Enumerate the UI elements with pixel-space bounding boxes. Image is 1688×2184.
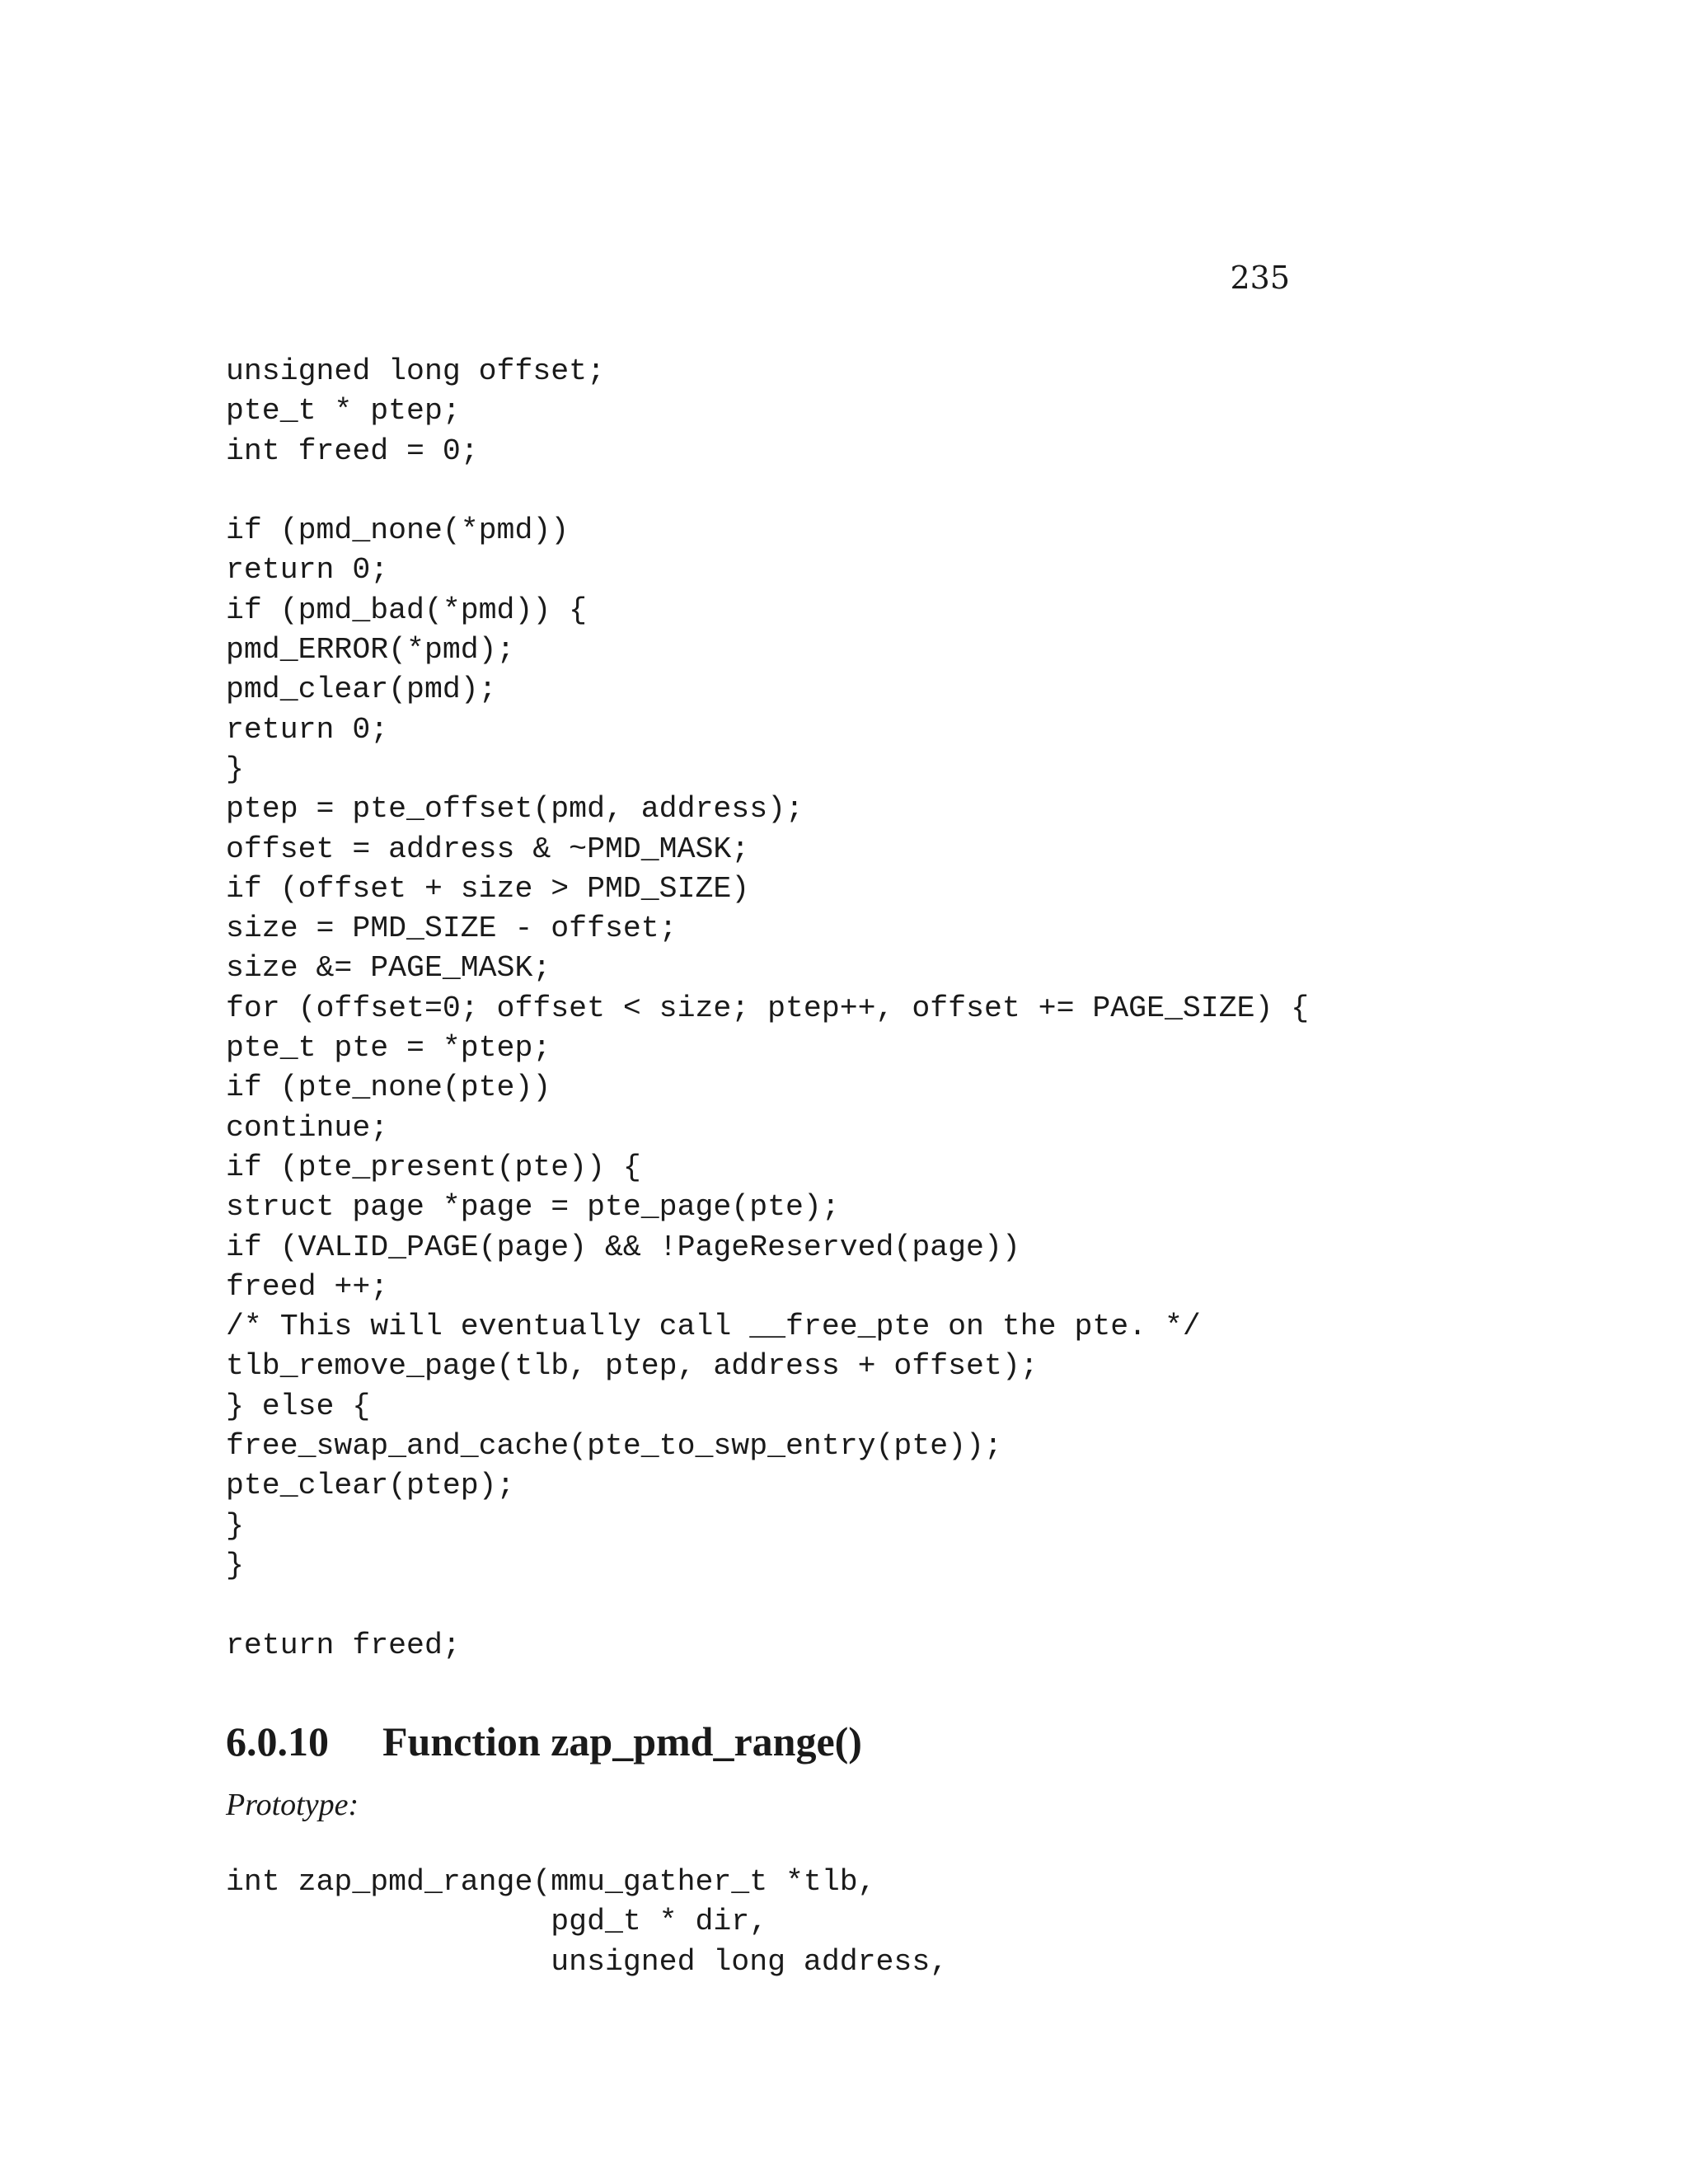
section-title: Function zap_pmd_range()	[382, 1718, 862, 1765]
code-line: pgd_t * dir,	[226, 1905, 768, 1939]
code-line: if (pte_none(pte))	[226, 1071, 551, 1105]
code-line: pmd_ERROR(*pmd);	[226, 633, 515, 668]
code-line: return 0;	[226, 712, 389, 747]
code-line: for (offset=0; offset < size; ptep++, offset += PAGE_SIZE) {	[226, 991, 1310, 1025]
code-line: if (offset + size > PMD_SIZE)	[226, 871, 750, 906]
prototype-code	[226, 1863, 948, 1982]
code-line: offset = address & ~PMD_MASK;	[226, 832, 750, 866]
code-line: }	[226, 1508, 244, 1543]
code-line: tlb_remove_page(tlb, ptep, address + offset);	[226, 1349, 1039, 1384]
code-line: pte_t * ptep;	[226, 394, 461, 429]
code-line: unsigned long address,	[226, 1944, 949, 1979]
code-line: pmd_clear(pmd);	[226, 673, 497, 707]
section-number: 6.0.10	[226, 1718, 329, 1765]
code-line: int freed = 0;	[226, 434, 479, 468]
code-line: freed ++;	[226, 1269, 389, 1304]
code-line: struct page *page = pte_page(pte);	[226, 1190, 840, 1225]
code-line: unsigned long offset;	[226, 354, 605, 388]
prototype-label: Prototype:	[226, 1788, 359, 1822]
code-line	[226, 1586, 1309, 1625]
code-line: size &= PAGE_MASK;	[226, 951, 551, 986]
page-number: 235	[1230, 260, 1290, 296]
code-line: if (VALID_PAGE(page) && !PageReserved(page))	[226, 1230, 1020, 1264]
code-line: pte_t pte = *ptep;	[226, 1031, 551, 1066]
code-listing	[226, 352, 1309, 1666]
code-line	[226, 471, 1309, 511]
code-line: size = PMD_SIZE - offset;	[226, 912, 678, 946]
code-line: free_swap_and_cache(pte_to_swp_entry(pte));	[226, 1429, 1002, 1464]
code-line: continue;	[226, 1110, 389, 1145]
code-line: return 0;	[226, 553, 389, 588]
code-line: pte_clear(ptep);	[226, 1469, 515, 1503]
code-line: } else {	[226, 1389, 371, 1423]
code-line: return freed;	[226, 1628, 461, 1662]
code-line: /* This will eventually call __free_pte on the pte. */	[226, 1310, 1201, 1344]
code-line: ptep = pte_offset(pmd, address);	[226, 792, 804, 827]
code-line: if (pte_present(pte)) {	[226, 1150, 641, 1184]
code-line: if (pmd_bad(*pmd)) {	[226, 593, 588, 627]
code-line: if (pmd_none(*pmd))	[226, 513, 570, 548]
code-line: }	[226, 1548, 244, 1582]
code-line: int zap_pmd_range(mmu_gather_t *tlb,	[226, 1865, 876, 1899]
code-line: }	[226, 752, 244, 786]
section-heading	[226, 1719, 862, 1765]
